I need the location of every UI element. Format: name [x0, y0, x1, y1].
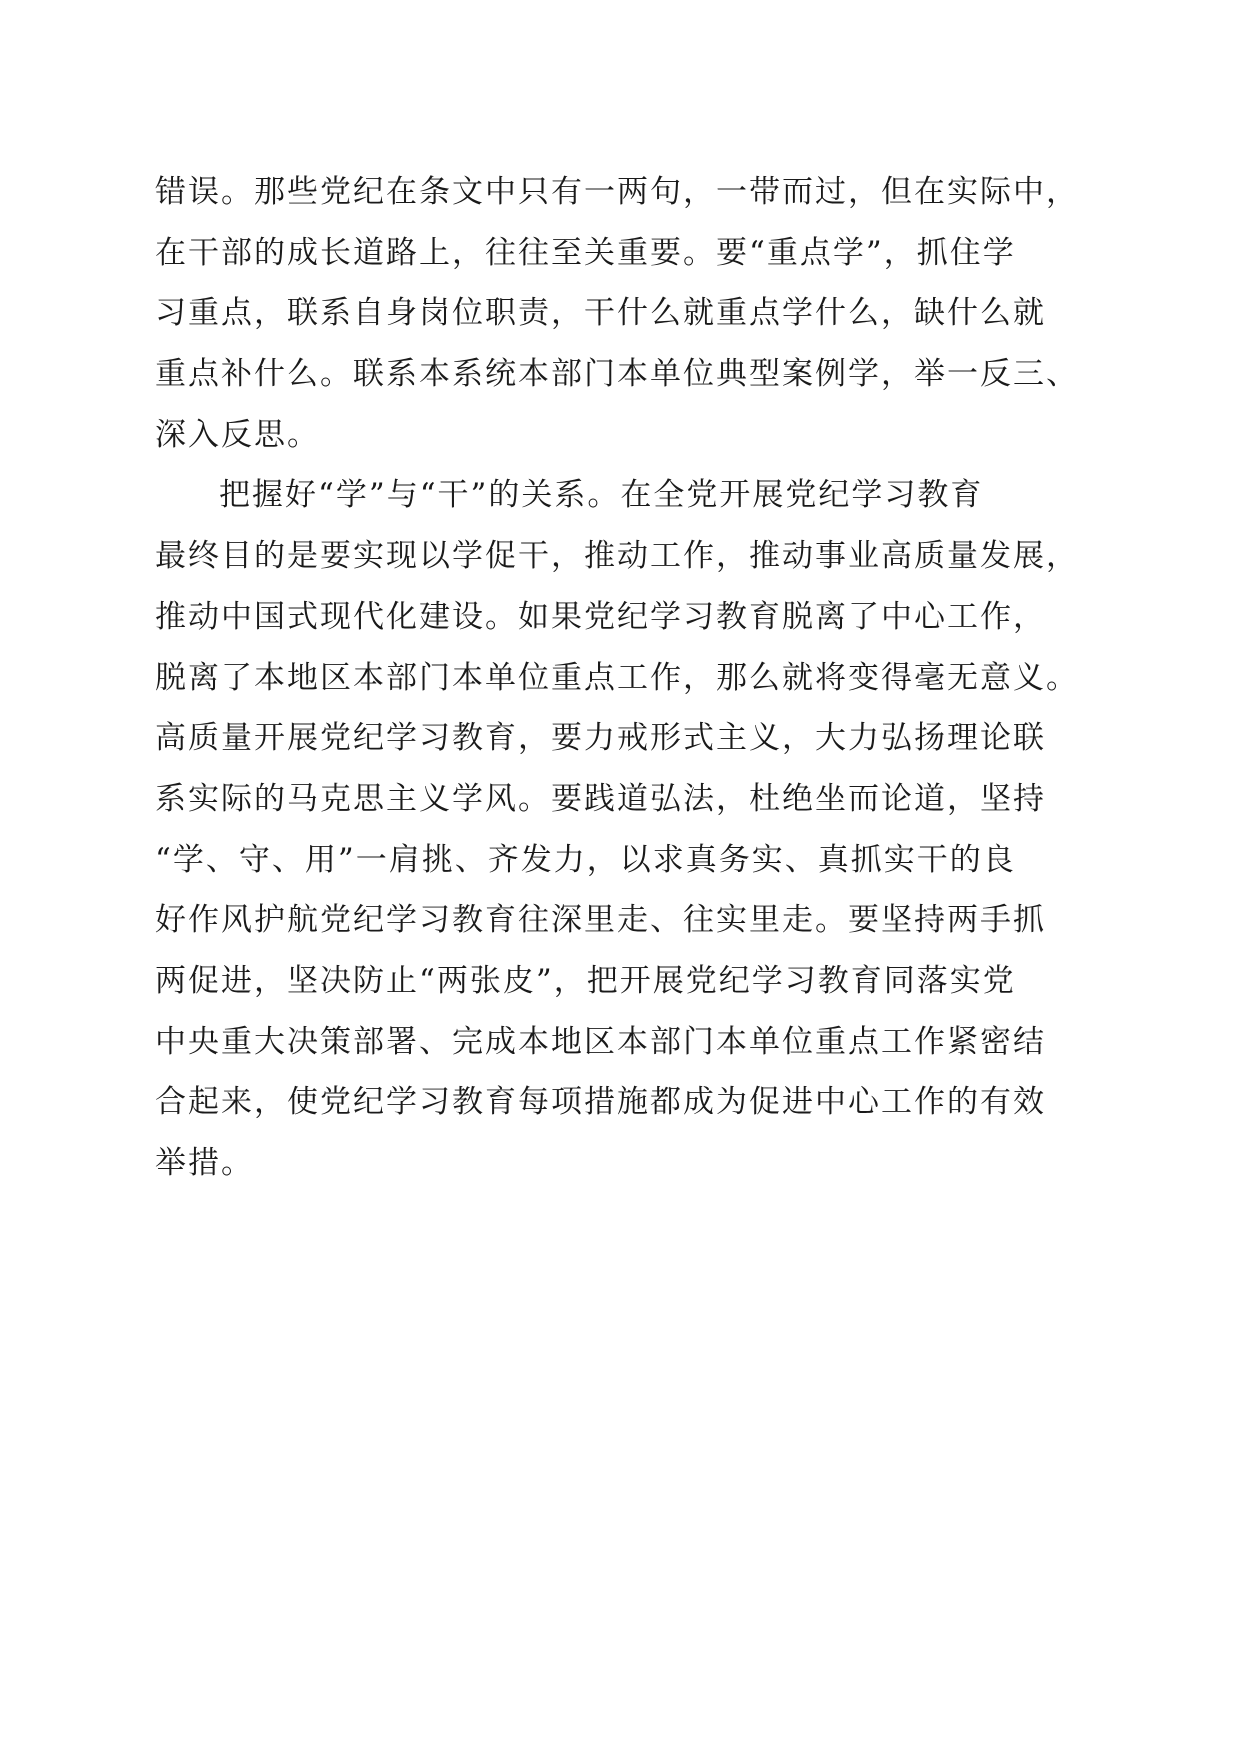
text-line: 合起来，使党纪学习教育每项措施都成为促进中心工作的有效: [155, 1084, 1046, 1121]
text-line: 高质量开展党纪学习教育，要力戒形式主义，大力弘扬理论联: [155, 720, 1046, 757]
text-line: 系实际的马克思主义学风。要践道弘法，杜绝坐而论道，坚持: [155, 780, 1046, 817]
text-line: “学、守、用”一肩挑、齐发力，以求真务实、真抓实干的良: [155, 841, 1016, 878]
paragraph-1: [155, 162, 1115, 465]
document-body: [155, 162, 1115, 1194]
text-line: 最终目的是要实现以学促干，推动工作，推动事业高质量发展，: [155, 538, 1079, 575]
text-line: 脱离了本地区本部门本单位重点工作，那么就将变得毫无意义。: [155, 659, 1079, 696]
paragraph-2: [155, 465, 1115, 1193]
text-line: 错误。那些党纪在条文中只有一两句，一带而过，但在实际中，: [155, 174, 1079, 210]
text-line: 重点补什么。联系本系统本部门本单位典型案例学，举一反三、: [155, 356, 1079, 393]
text-line: 举措。: [155, 1145, 254, 1181]
text-line: 深入反思。: [155, 416, 320, 453]
text-line: 两促进，坚决防止“两张皮”，把开展党纪学习教育同落实党: [155, 962, 1016, 999]
text-line: 推动中国式现代化建设。如果党纪学习教育脱离了中心工作，: [155, 598, 1046, 635]
text-line: 中央重大决策部署、完成本地区本部门本单位重点工作紧密结: [155, 1023, 1046, 1060]
text-line: 习重点，联系自身岗位职责，干什么就重点学什么，缺什么就: [155, 295, 1046, 332]
text-line: 把握好“学”与“干”的关系。在全党开展党纪学习教育: [219, 477, 984, 514]
text-line: 好作风护航党纪学习教育往深里走、往实里走。要坚持两手抓: [155, 902, 1046, 939]
text-line: 在干部的成长道路上，往往至关重要。要“重点学”，抓住学: [155, 234, 1016, 271]
